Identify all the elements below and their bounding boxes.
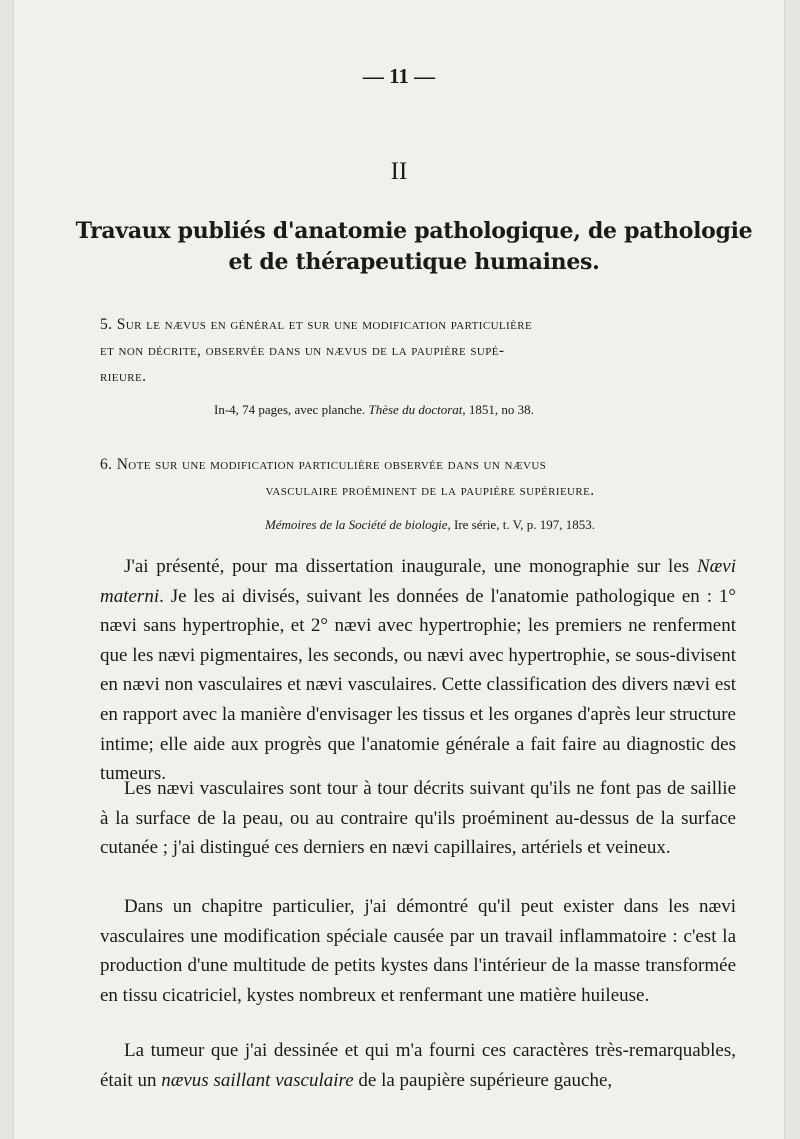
entry-5-title-line-2: et non décrite, observée dans un nævus de la paupière supé- [100, 342, 505, 359]
paragraph-1-rest: . Je les ai divisés, suivant les données de l'anatomie pathologique en : 1° nævi sans hypertrophie, et 2° nævi avec hypertrophie; les premiers ne renferment que les nævi pigmentaires, les seconds, ou nævi avec hypertrophie, se sous-divisent en nævi non vasculaires et nævi vasculaires. Cette classification des divers nævi est en rapport avec la manière d'envisager les tissus et les organes d'après leur structure intime; elle aide aux progrès que l'anatomie générale a fait faire au diagnostic des tumeurs. [100, 585, 736, 785]
page-number: — 11 — [362, 64, 436, 88]
paragraph-2: Les nævi vasculaires sont tour à tour décrits suivant qu'ils ne font pas de saillie à la surface de la peau, ou au contraire qu'ils proéminent au-dessus de la surface cutanée ; j'ai distingué ces derniers en nævi capillaires, artériels et veineux. [100, 778, 736, 859]
paragraph-4 [100, 1036, 736, 1095]
entry-5-reference [214, 402, 754, 418]
paragraph-4-rest: de la paupière supérieure gauche, [353, 1069, 613, 1091]
paragraph-1 [100, 552, 736, 789]
entry-6-reference [100, 517, 760, 533]
entry-5-title-line-1: 5. Sur le nævus en général et sur une modification particulière [100, 316, 533, 333]
paragraph-1-start: J'ai présenté, pour ma dissertation inaugurale, une monographie sur les [124, 556, 697, 577]
entry-5-ref-prefix: In-4, 74 pages, avec planche. [214, 402, 369, 417]
paragraph-1-italic: Nævi materni [100, 556, 736, 607]
section-number: II [390, 158, 408, 185]
entry-6-title [100, 452, 760, 504]
entry-5-title [100, 312, 760, 390]
section-title [74, 216, 754, 278]
section-title-line-2: et de thérapeutique humaines. [228, 249, 600, 275]
section-title-line-1: Travaux publiés d'anatomie pathologique, de pathologie [75, 218, 753, 244]
paragraph-4-start: La tumeur que j'ai dessinée et qui m'a fourni ces caractères très-remarquables, était un [100, 1040, 736, 1091]
paragraph-3: Dans un chapitre particulier, j'ai démontré qu'il peut exister dans les nævi vasculaires une modification spéciale causée par un travail inflammatoire : c'est la production d'une multitude de petits kystes dans l'intérieur de la masse transformée en tissu cicatriciel, kystes nombreux et renfermant une matière huileuse. [100, 896, 736, 1006]
paragraph-4-italic: nævus saillant vasculaire [161, 1069, 354, 1091]
entry-5-ref-italic: Thèse du doctorat [368, 402, 463, 417]
entry-5-title-line-3: rieure. [100, 368, 147, 385]
entry-6-title-line-1: 6. Note sur une modification particulière observée dans un nævus [100, 456, 547, 473]
document-page [14, 0, 784, 1139]
entry-6-title-line-2: vasculaire proéminent de la paupière supérieure. [265, 482, 595, 499]
entry-5-ref-suffix: , 1851, no 38. [462, 402, 534, 417]
entry-6-ref-suffix: , Ire série, t. V, p. 197, 1853. [447, 517, 596, 532]
entry-6-ref-italic: Mémoires de la Société de biologie [264, 517, 448, 532]
